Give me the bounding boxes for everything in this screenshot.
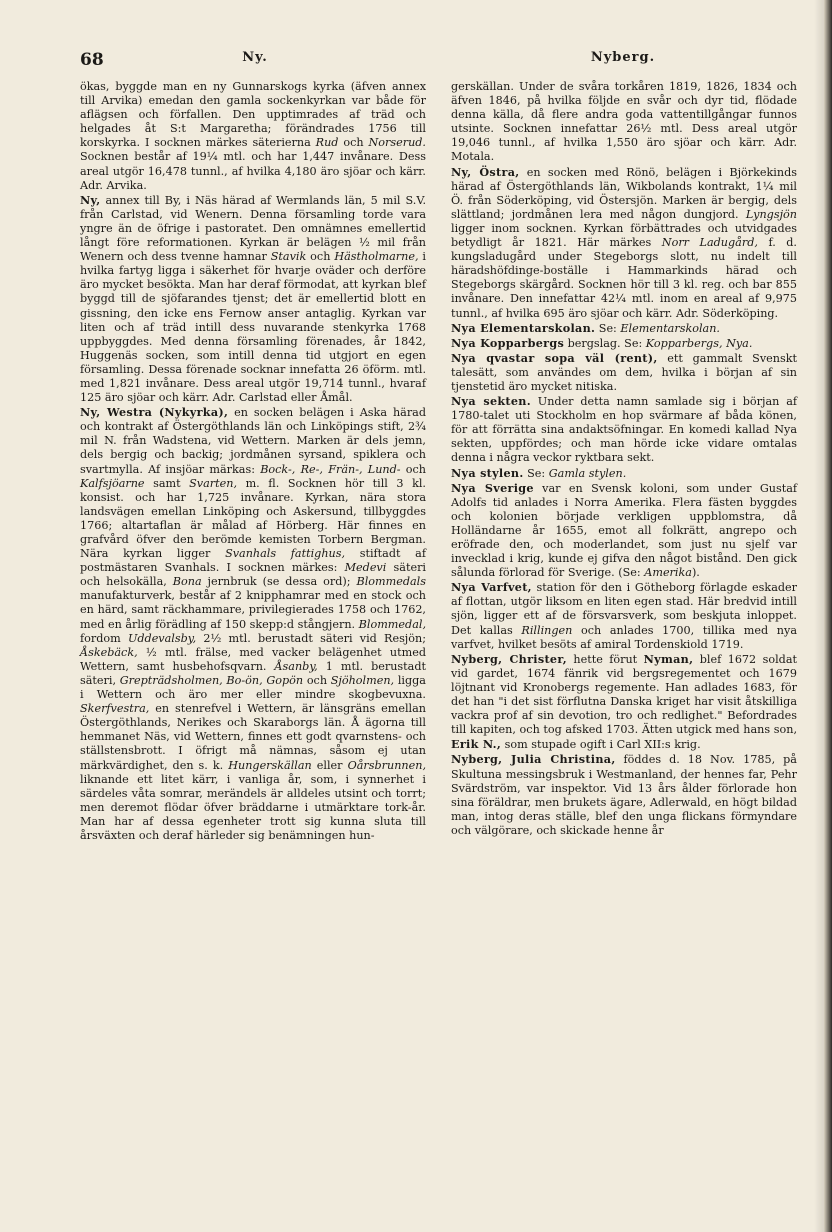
headword: Nyberg, Christer, [451,651,567,666]
headword: Ny, [80,192,101,207]
running-head-right: Nyberg. [590,50,656,65]
right-column [451,80,797,838]
headword: Ny, Östra, [451,164,520,179]
headword: Nya Sverige [451,480,534,495]
page-number: 68 [80,50,104,70]
entry-nya-varfvet: Nya Varfvet, station för den i Götheborg förlagde eskader af flottan, utgör liksom en liten egen stad. Här bredvid intill sjön, ligger ett af de försvarsverk, som beskjuta inloppet. Det kallas Rillingen och anlades 1700, tillika med nya varfvet, hvilket besöts af amiral Tordenskiold 1719. [451,580,798,651]
headword: Nya Elementarskolan. [451,320,596,335]
headword: Nya Varfvet, [451,580,532,595]
entry-nya-elementarskolan: Nya Elementarskolan. Se: Elementarskolan. [451,320,720,335]
headword: Nya stylen. [451,465,524,480]
entry-nya-qvastar: Nya qvastar sopa väl (rent), ett gammalt Svenskt talesätt, som användes om dem, hvilka i början af sin tjenstetid äro mycket nitiska. [451,350,797,393]
left-column [80,80,426,843]
entry-continuation: gerskällan. Under de svåra torkåren 1819, 1826, 1834 och äfven 1846, på hvilka följde en svår och dyr tid, flödade denna källa, då flere andra goda vattentillgångar funnos utsinte. Socknen innefattar 26½ mtl. Dess areal utgör 19,046 tunnl., af hvilka 1,550 äro sjöar och kärr. Adr. Motala. [451,80,797,164]
entry-ny-ostra: Ny, Östra, en socken med Rönö, belägen i Björkekinds härad af Östergöthlands län, Wikbolands kontrakt, 1¼ mil Ö. från Söderköping, vid Östersjön. Marken är bergig, dels slättland; jordmånen lera med någon dungjord. Lyngsjön ligger inom socknen. Kyrkan förbättrades och utvidgades betydligt år 1821. Här märkes Norr Ladugård, f. d. kungsladugård under Stegeborgs slott, nu indelt till häradshöfdinge-boställe i Hammarkinds härad och Stegeborgs skärgård. Socknen hör till 3 kl. reg. och bar 855 invånare. Den innefattar 42¼ mtl. inom en areal af 9,975 tunnl., af hvilka 695 äro sjöar och kärr. Adr. Söderköping. [451,164,797,320]
headword: Ny, Westra (Nykyrka), [80,405,229,420]
entry-nyberg-christer: Nyberg, Christer, hette förut Nyman, blef 1672 soldat vid gardet, 1674 fänrik vid bergsregementet och 1679 löjtnant vid Kronobergs regemente. Han adlades 1683, för det han "i det sist förflutna Danska kriget har visit åtskilliga vackra prof af sin devotion, tro och redlighet." Befordrades till kapiten, och tog afsked 1703. Ätten utgick med hans son, Erik N., som stupade ogift i Carl XII:s krig. [451,651,797,752]
entry-nya-stylen: Nya stylen. Se: Gamla stylen. [451,465,627,480]
entry-nya-sverige: Nya Sverige var en Svensk koloni, som under Gustaf Adolfs tid anlades i Norra Amerika. Flera fästen byggdes och kolonien började verkligen uppblomstra, då Holländarne år 1655, emot all folkrätt, angrepo och eröfrade den, och moderlandet, som just nu sjelf var invecklad i krig, kunde ej gifva den något bistånd. Den gick sålunda förlorad för Sverige. (Se: Amerika). [451,480,798,580]
page-edge [824,0,832,1232]
headword: Nyberg, Julia Christina, [451,752,616,767]
headword: Nya Kopparbergs [451,335,565,350]
entry-ny-westra: Ny, Westra (Nykyrka), en socken belägen i Aska härad och kontrakt af Östergöthlands län och Linköpings stift, 2¾ mil N. från Wadstena, vid Wettern. Marken är dels jemn, dels bergig och backig; jordmånen syrsand, spiklera och svartmylla. Af insjöar märkas: Bock-, Re-, Frän-, Lund- och Kalfsjöarne samt Svarten, m. fl. Socknen hör till 3 kl. konsist. och har 1,725 invånare. Kyrkan, nära stora landsvägen emellan Linköping och Askersund, tillbyggdes 1766; altartaflan är målad af Hörberg. Här finnes en grafvård öfver den berömde kemisten Torbern Bergman. Nära kyrkan ligger Svanhals fattighus, stiftadt af postmästaren Svanhals. I socknen märkes: Medevi säteri och helsokälla, Bona jernbruk (se dessa ord); Blommedals manufakturverk, består af 2 knipphamrar med en stock och en härd, samt räckhammare, privilegierades 1758 och 1762, med en årlig förädling af 150 skepp:d stångjern. Blommedal, fordom Uddevalsby, 2½ mtl. berustadt säteri vid Resjön; Åskebäck, ½ mtl. frälse, med vacker belägenhet utmed Wettern, samt husbehofsqvarn. Åsanby, 1 mtl. berustadt säteri, Grepträdsholmen, Bo-ön, Gopön och Sjöholmen, ligga i Wettern och äro mer eller mindre skogbevuxna. Skerfvestra, en stenrefvel i Wettern, är länsgräns emellan Östergöthlands, Nerikes och Skaraborgs län. Å ägorna till hemmanet Näs, vid Wettern, finnes ett godt qvarnstens- och ställstensbrott. I öfrigt må nämnas, såsom ej utan märkvärdighet, den s. k. Hungerskällan eller Oårsbrunnen, liknande ett litet kärr, i vanliga år, som, i synnerhet i särdeles våta somrar, merändels är alldeles utsint och torrt; men deremot flödar öfver bräddarne i utmärktare tork-år. Man har af dessa egenheter trott sig kunna sluta till årsväxten och deraf härleder sig benämningen hun- [80,405,427,842]
entry-ny-annex: Ny, annex till By, i Näs härad af Wermlands län, 5 mil S.V. från Carlstad, vid Wenern. Denna församling torde vara yngre än de öfrige i pastoratet. Den omnämnes emellertid långt före reformationen. Kyrkan är belägen ½ mil från Wenern och dess tvenne hamnar Stavik och Hästholmarne, i hvilka fartyg ligga i säkerhet för hvarje oväder och derföre äro mycket besökta. Man har deraf förmodat, att kyrkan blef byggd till de sjöfarandes tjenst; det är emellertid blott en gissning, den icke ens Fernow anser antaglig. Kyrkan var liten och af träd intill dess nuvarande stenkyrka 1768 uppbyggdes. Med denna församling förenades, år 1842, Huggenäs socken, som intill denna tid utgjort en egen församling. Dessa förenade socknar innefatta 26 öförm. mtl. med 1,821 invånare. Dess areal utgör 19,714 tunnl., hvaraf 125 äro sjöar och kärr. Adr. Carlstad eller Åmål. [80,192,426,405]
entry-continuation: ökas, byggde man en ny Gunnarskogs kyrka (äfven annex till Arvika) emedan den gamla sockenkyrkan var både för aflägsen och förfallen. Den upptimrades af träd och helgades åt S:t Margaretha; förändrades 1756 till korskyrka. I socknen märkes säterierna Rud och Norserud. Socknen består af 19¼ mtl. och har 1,447 invånare. Dess areal utgör 16,478 tunnl., af hvilka 4,180 äro sjöar och kärr. Adr. Arvika. [80,80,426,192]
entry-nya-kopparbergs: Nya Kopparbergs bergslag. Se: Kopparbergs, Nya. [451,335,753,350]
page-header [80,50,800,74]
headword: Nya qvastar sopa väl (rent), [451,350,658,365]
entry-nya-sekten: Nya sekten. Under detta namn samlade sig i början af 1780-talet uti Stockholm en hop svärmare af båda könen, för att förrätta sina andaktsöfningar. En komedi kallad Nya sekten, uppfördes; och man hörde icke vidare omtalas denna i några veckor ryktbara sekt. [451,394,797,465]
entry-nyberg-julia: Nyberg, Julia Christina, föddes d. 18 Nov. 1785, på Skultuna messingsbruk i Westmanland, der hennes far, Pehr Svärdström, var inspektor. Vid 13 års ålder förlorade hon sina föräldrar, men brukets ägare, Adlerwald, en högt bildad man, intog deras ställe, blef den unga flickans förmyndare och välgörare, och skickade henne år [451,752,797,837]
headword: Nya sekten. [451,394,531,409]
running-head-left: Ny. [242,50,268,65]
page-edge-shadow [814,0,824,1232]
